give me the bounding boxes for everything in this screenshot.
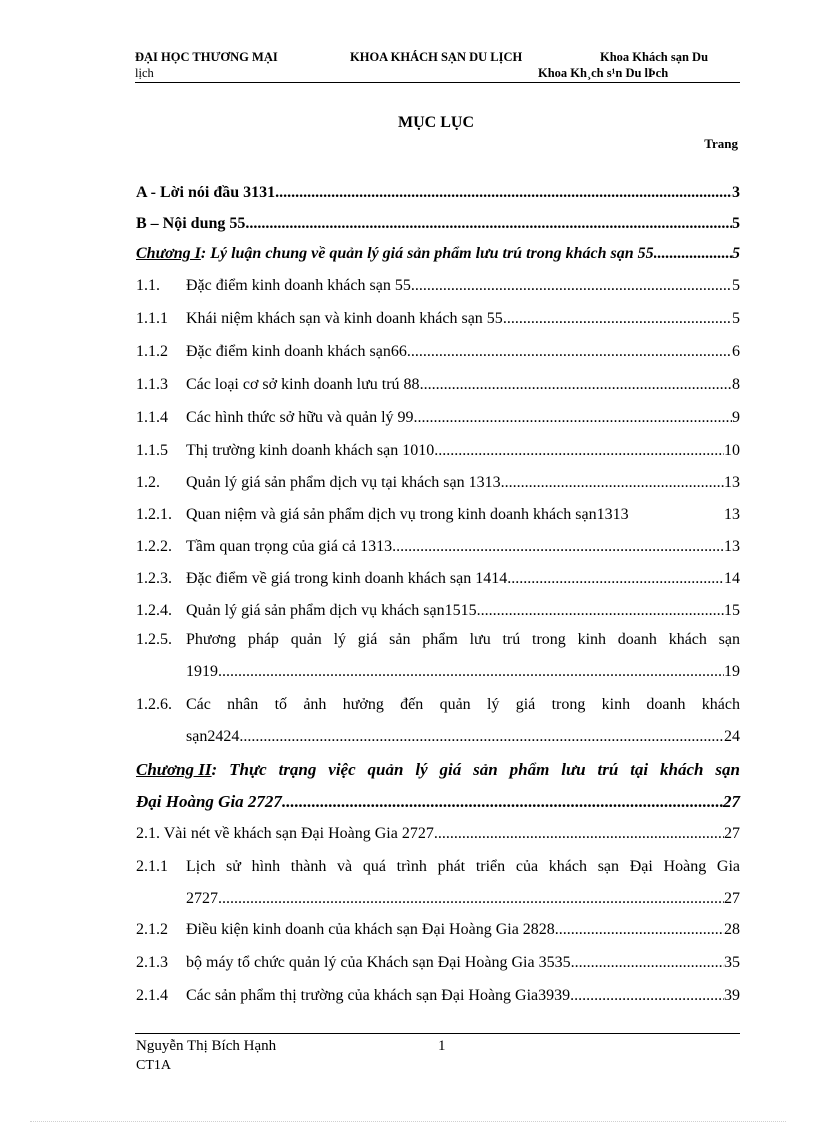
footer-author: Nguyễn Thị Bích Hạnh [136,1038,277,1054]
toc-entry[interactable]: 1.2.2. Tầm quan trọng của giá cả 1313 ..... 13 [136,537,740,557]
toc-entry[interactable]: 2.1.4 Các sản phẩm thị trường của khách sạn Đại Hoàng Gia3939 ..... 39 [136,986,740,1006]
footer-divider [135,1033,740,1034]
header-university: ĐẠI HỌC THƯƠNG MẠI [135,50,278,64]
toc-entry[interactable]: 1.2.4. Quản lý giá sản phẩm dịch vụ khách sạn1515 ..... 15 [136,601,740,621]
toc-entry-chapter-1[interactable]: Chương I : Lý luận chung về quản lý giá sản phẩm lưu trú trong khách sạn 55 ..... 5 [136,244,740,264]
page-edge [30,1121,786,1122]
toc-entry[interactable]: 2.1. Vài nét về khách sạn Đại Hoàng Gia 2727 ..... 27 [136,824,740,844]
toc-entry[interactable]: 1.2. Quản lý giá sản phẩm dịch vụ tại khách sạn 1313 ..... 13 [136,473,740,493]
header-divider [135,82,740,83]
page-title: MỤC LỤC [398,114,474,131]
page-column-label: Trang [704,136,738,151]
toc-entry[interactable]: 1.1.2 Đặc điểm kinh doanh khách sạn66 ..... 6 [136,342,740,362]
toc-entry[interactable]: 1.1.5 Thị trường kinh doanh khách sạn 1010 ..... 10 [136,441,740,461]
toc-entry-multiline[interactable]: 1.2.5. Phương pháp quản lý giá sản phẩm lưu trú trong kinh doanh khách sạn 1919 ..... 19 [136,630,740,682]
header-faculty-small: Khoa Khách sạn Du [600,50,709,64]
header-faculty: KHOA KHÁCH SẠN DU LỊCH [350,50,523,64]
header-faculty-garbled: Khoa Kh¸ch s¹n Du lÞch [538,66,669,80]
toc-entry-multiline[interactable]: 1.2.6. Các nhân tố ảnh hưởng đến quản lý giá trong kinh doanh khách sạn2424 ..... 24 [136,695,740,747]
toc-entry-intro[interactable]: A - Lời nói đầu 3131 ..... 3 [136,183,740,203]
toc-entry[interactable]: 1.1. Đặc điểm kinh doanh khách sạn 55 ..... 5 [136,276,740,296]
toc-entry[interactable]: 2.1.2 Điều kiện kinh doanh của khách sạn Đại Hoàng Gia 2828 ..... 28 [136,920,740,940]
toc-entry-content[interactable]: B – Nội dung 55 ..... 5 [136,214,740,234]
header-faculty-small-cont: lịch [135,66,154,80]
toc-entry-multiline[interactable]: 2.1.1 Lịch sử hình thành và quá trình phát triển của khách sạn Đại Hoàng Gia 2727 ..... 27 [136,857,740,909]
toc-entry[interactable]: 2.1.3 bộ máy tổ chức quản lý của Khách sạn Đại Hoàng Gia 3535 ..... 35 [136,953,740,973]
toc-entry[interactable]: 1.1.4 Các hình thức sở hữu và quản lý 99 ..... 9 [136,408,740,428]
footer-page-number: 1 [438,1038,446,1054]
footer-class: CT1A [136,1058,171,1073]
toc-entry[interactable]: 1.2.1. Quan niệm và giá sản phẩm dịch vụ trong kinh doanh khách sạn1313 13 [136,506,740,523]
toc-entry[interactable]: 1.2.3. Đặc điểm về giá trong kinh doanh khách sạn 1414 ..... 14 [136,569,740,589]
toc-entry[interactable]: 1.1.1 Khái niệm khách sạn và kinh doanh khách sạn 55 ..... 5 [136,309,740,329]
toc-entry-chapter-2[interactable]: Chương II : Thực trạng việc quản lý giá sản phẩm lưu trú tại khách sạn Đại Hoàng Gia 2727 ..... 27 [136,760,740,812]
toc-entry[interactable]: 1.1.3 Các loại cơ sở kinh doanh lưu trú 88 ..... 8 [136,375,740,395]
